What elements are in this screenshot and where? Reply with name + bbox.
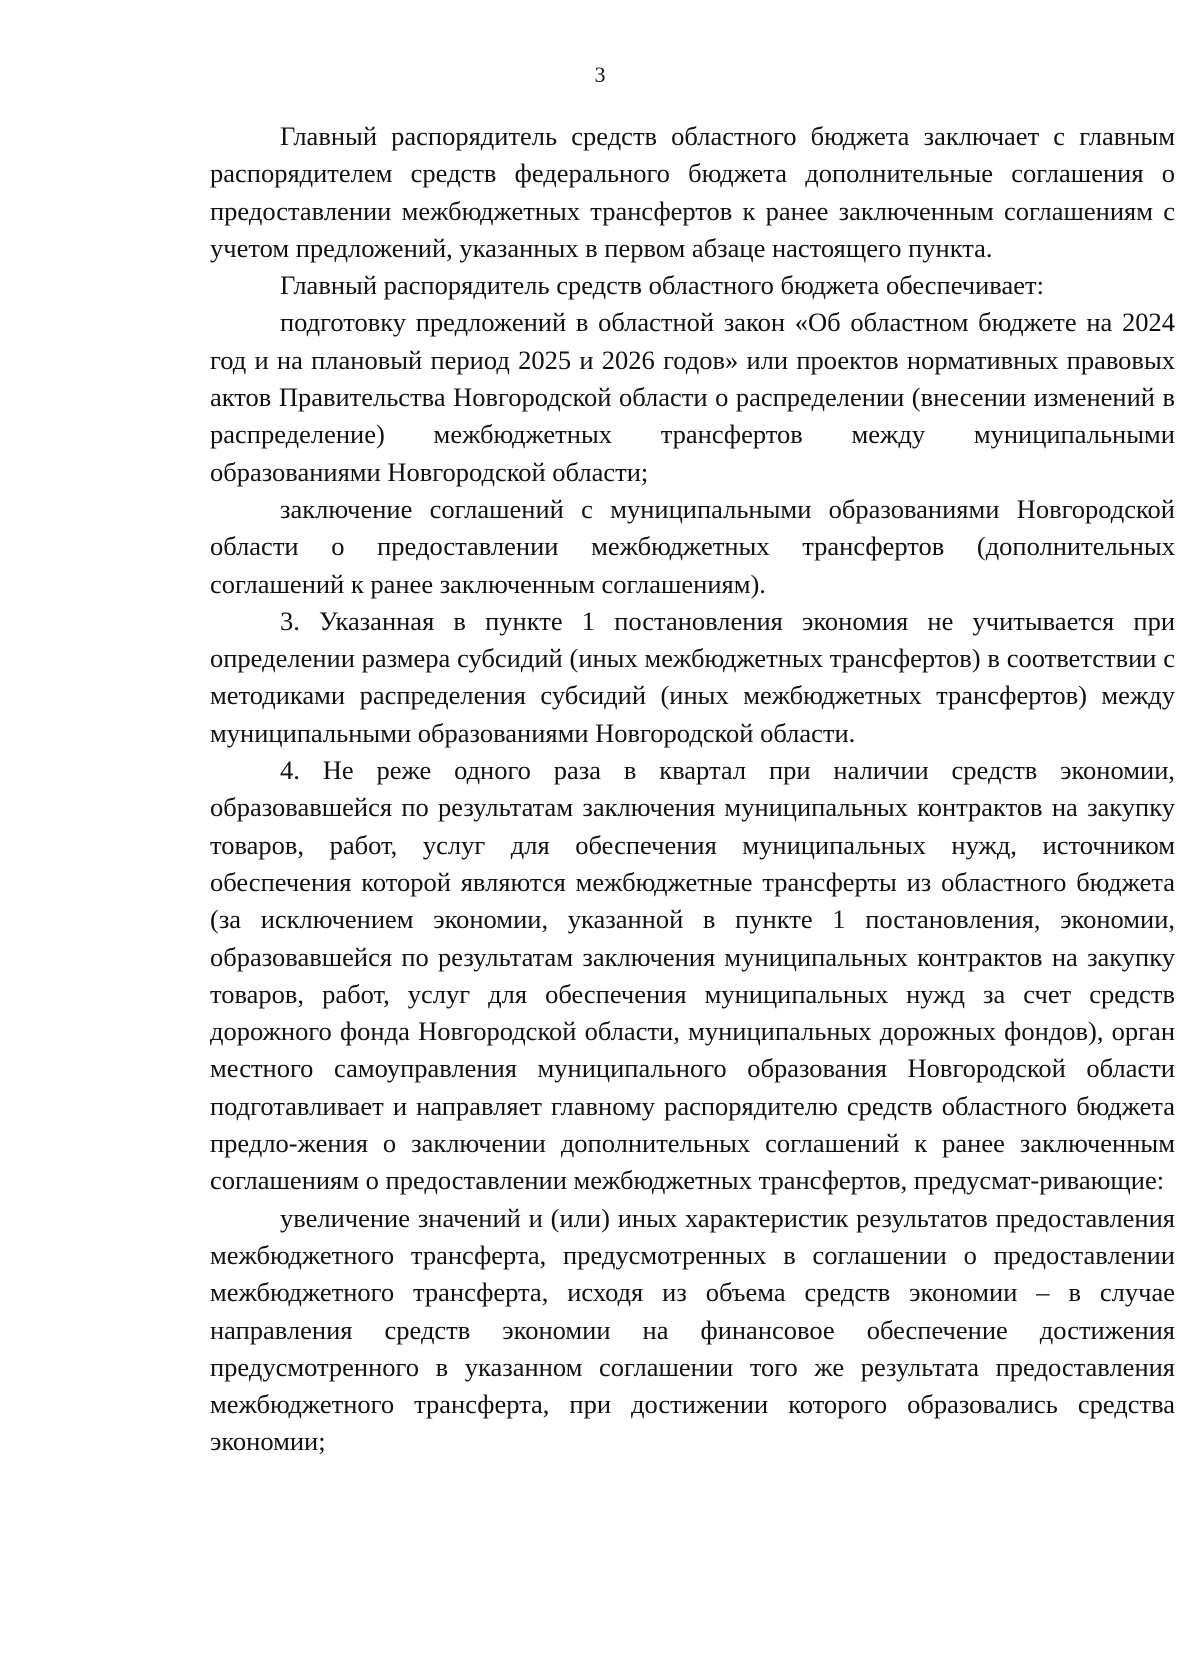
- paragraph-proposals-preparation: подготовку предложений в областной закон «Об областном бюджете на 2024 год и на плановый период 2025 и 2026 годов» или проектов нормативных правовых актов Правительства Новгородской области о распределении (внесении изменений в распределение) межбюджетных трансфертов между муниципальными образованиями Новгородской области;: [210, 307, 1175, 487]
- page-number: 3: [594, 62, 606, 87]
- paragraph-increase-values: увеличение значений и (или) иных характеристик результатов предоставления межбюджетного трансферта, предусмотренных в соглашении о предоставлении межбюджетного трансферта, исходя из объема средств экономии – в случае направления средств экономии на финансовое обеспечение достижения предусмотренного в указанном соглашении того же результата предоставления межбюджетного трансферта, при достижении которого образовались средства экономии;: [210, 1202, 1175, 1457]
- paragraph-provides-intro: Главный распорядитель средств областного бюджета обеспечивает:: [280, 270, 1044, 301]
- paragraph-item-3: 3. Указанная в пункте 1 постановления экономия не учитывается при определении размера субсидий (иных межбюджетных трансфертов) в соответствии с методиками распределения субсидий (иных межбюджетных трансфертов) между муниципальными образованиями Новгородской области.: [210, 605, 1175, 748]
- paragraph-agreement-conclusion: Главный распорядитель средств областного бюджета заключает с главным распорядителем средств федерального бюджета дополнительные соглашения о предоставлении межбюджетных трансфертов к ранее заключенным соглашениям с учетом предложений, указанных в первом абзаце настоящего пункта.: [210, 121, 1175, 263]
- document-body: [210, 118, 1175, 1461]
- paragraph-municipal-agreements: заключение соглашений с муниципальными образованиями Новгородской области о предоставлении межбюджетных трансфертов (дополнительных соглашений к ранее заключенным соглашениям).: [210, 493, 1175, 599]
- paragraph-item-4: 4. Не реже одного раза в квартал при наличии средств экономии, образовавшейся по результатам заключения муниципальных контрактов на закупку товаров, работ, услуг для обеспечения муниципальных нужд, источником обеспечения которой являются межбюджетные трансферты из областного бюджета (за исключением экономии, указанной в пункте 1 постановления, экономии, образовавшейся по результатам заключения муниципальных контрактов на закупку товаров, работ, услуг для обеспечения муниципальных нужд за счет средств дорожного фонда Новгородской области, муниципальных дорожных фондов), орган местного самоуправления муниципального образования Новгородской области подготавливает и направляет главному распорядителю средств областного бюджета предло-жения о заключении дополнительных соглашений к ранее заключенным соглашениям о предоставлении межбюджетных трансфертов, предусмат-ривающие:: [210, 755, 1175, 1196]
